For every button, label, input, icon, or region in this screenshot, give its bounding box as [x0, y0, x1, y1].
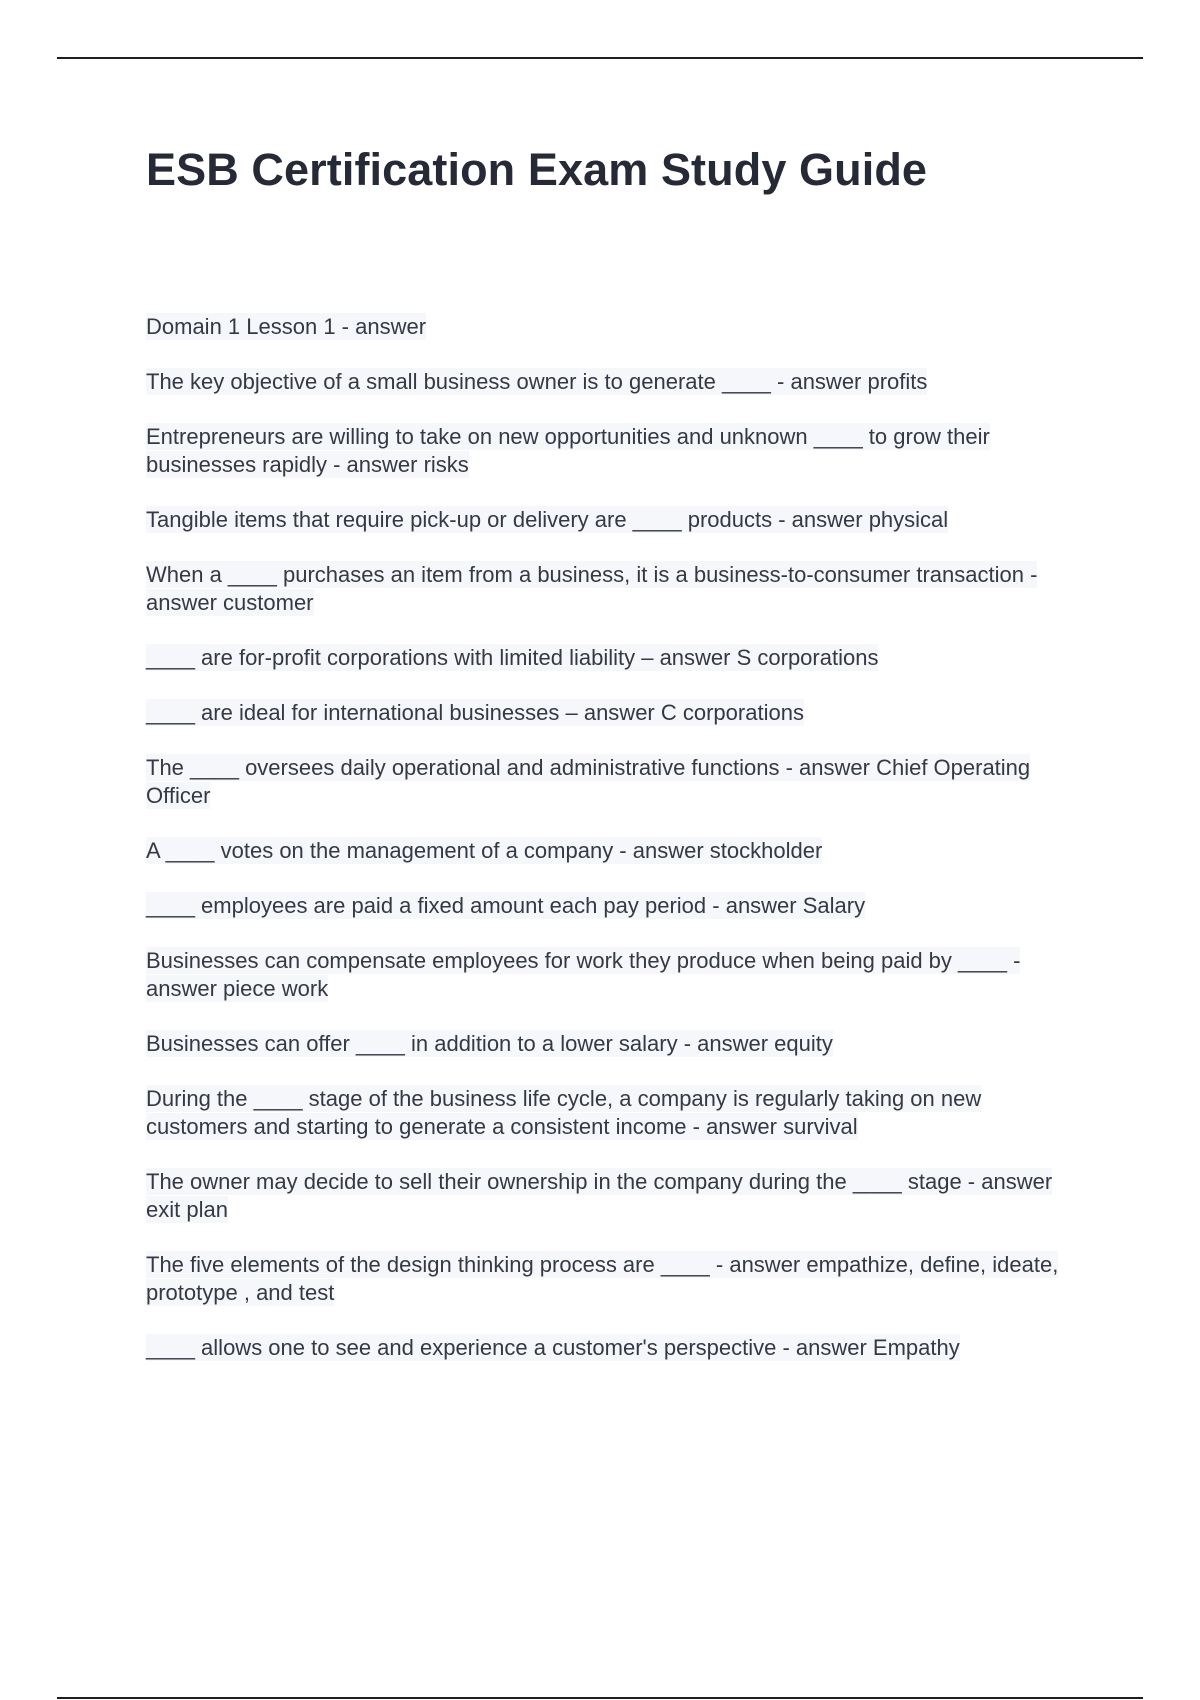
qa-item-1: [146, 313, 1086, 341]
qa-text: The ____ oversees daily operational and administrative functions - answer Chief Operating Officer: [146, 755, 1031, 808]
qa-item-9: [146, 837, 1086, 865]
qa-text: ____ are for-profit corporations with limited liability – answer S corporations: [146, 645, 879, 670]
qa-item-16: [146, 1334, 1086, 1362]
qa-text: The five elements of the design thinking process are ____ - answer empathize, define, ideate, prototype , and test: [146, 1252, 1059, 1305]
qa-item-14: [146, 1168, 1086, 1224]
qa-item-11: [146, 947, 1086, 1003]
qa-item-8: [146, 754, 1086, 810]
qa-item-13: [146, 1085, 1086, 1141]
bottom-rule: [57, 1697, 1143, 1699]
qa-text: The key objective of a small business owner is to generate ____ - answer profits: [146, 369, 928, 394]
qa-list: [146, 313, 1086, 1389]
qa-item-3: [146, 423, 1086, 479]
qa-item-2: [146, 368, 1086, 396]
qa-text: Businesses can offer ____ in addition to a lower salary - answer equity: [146, 1031, 833, 1056]
qa-text: ____ are ideal for international businesses – answer C corporations: [146, 700, 804, 725]
qa-text: Businesses can compensate employees for work they produce when being paid by ____ - answer piece work: [146, 948, 1021, 1001]
qa-item-5: [146, 561, 1086, 617]
qa-text: When a ____ purchases an item from a business, it is a business-to-consumer transaction - answer customer: [146, 562, 1038, 615]
qa-item-12: [146, 1030, 1086, 1058]
qa-text: The owner may decide to sell their ownership in the company during the ____ stage - answer exit plan: [146, 1169, 1053, 1222]
qa-item-10: [146, 892, 1086, 920]
qa-text: During the ____ stage of the business life cycle, a company is regularly taking on new customers and starting to generate a consistent income - answer survival: [146, 1086, 982, 1139]
qa-text: Tangible items that require pick-up or delivery are ____ products - answer physical: [146, 507, 949, 532]
qa-text: A ____ votes on the management of a company - answer stockholder: [146, 838, 823, 863]
top-rule: [57, 57, 1143, 59]
qa-item-6: [146, 644, 1086, 672]
qa-item-15: [146, 1251, 1086, 1307]
document-title: ESB Certification Exam Study Guide: [146, 144, 928, 195]
qa-item-4: [146, 506, 1086, 534]
qa-text: ____ employees are paid a fixed amount each pay period - answer Salary: [146, 893, 866, 918]
qa-text: ____ allows one to see and experience a customer's perspective - answer Empathy: [146, 1335, 960, 1360]
qa-text: Entrepreneurs are willing to take on new opportunities and unknown ____ to grow their businesses rapidly - answer risks: [146, 424, 990, 477]
qa-item-7: [146, 699, 1086, 727]
qa-text: Domain 1 Lesson 1 - answer: [146, 314, 427, 339]
